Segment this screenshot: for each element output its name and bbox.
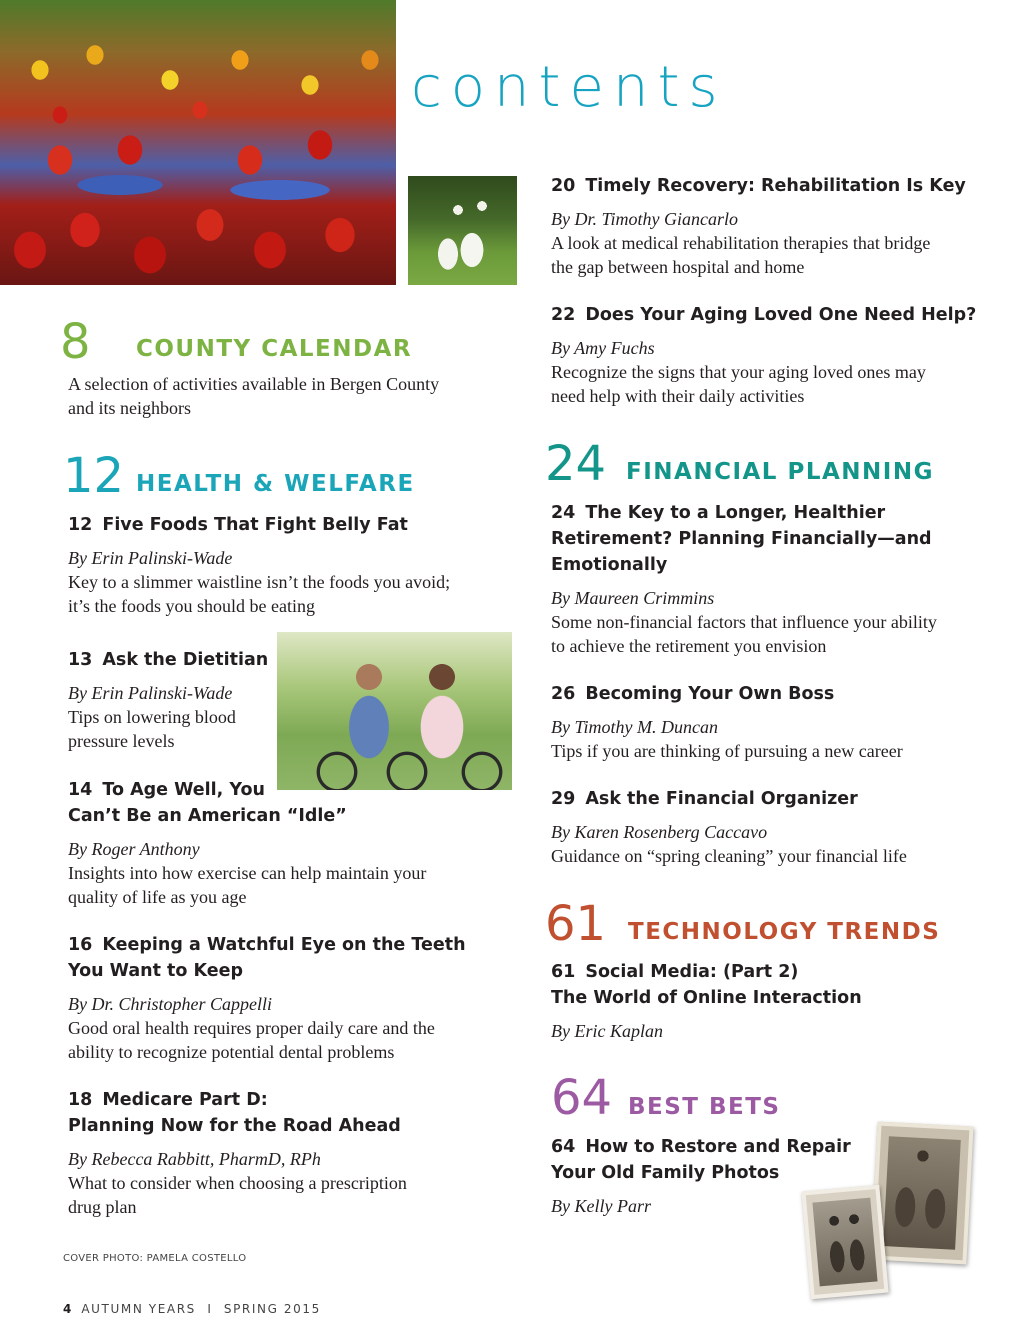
couple-on-bicycles-photo: [277, 632, 512, 790]
page-footer: [63, 1302, 321, 1316]
article-byline: By Maureen Crimmins: [551, 588, 715, 608]
article-byline: By Erin Palinski-Wade: [68, 548, 233, 568]
tulip-field-photo: [0, 0, 396, 285]
article-description: Tips on lowering blood pressure levels: [68, 707, 236, 751]
article-byline: By Erin Palinski-Wade: [68, 683, 233, 703]
article-page-number: 26: [551, 684, 576, 704]
article-entry[interactable]: [551, 786, 907, 868]
cover-photo-credit: COVER PHOTO: PAMELA COSTELLO: [63, 1253, 247, 1264]
section-heading-bestbets: BEST BETS: [628, 1094, 781, 1120]
article-entry[interactable]: [551, 173, 966, 279]
article-description: Good oral health requires proper daily care and the ability to recognize potential dental problems: [68, 1018, 435, 1062]
section-number-technology: 61: [545, 896, 607, 952]
article-title[interactable]: 20 Timely Recovery: Rehabilitation Is Key: [551, 176, 966, 196]
article-entry[interactable]: [68, 777, 426, 909]
article-byline: By Dr. Timothy Giancarlo: [551, 209, 738, 229]
section-description-calendar: A selection of activities available in Bergen County and its neighbors: [68, 374, 440, 418]
section-heading-calendar: COUNTY CALENDAR: [136, 336, 413, 362]
footer-page-number: 4: [63, 1302, 72, 1316]
article-byline: By Karen Rosenberg Caccavo: [551, 822, 768, 842]
article-title[interactable]: 12 Five Foods That Fight Belly Fat: [68, 515, 408, 535]
article-page-number: 61: [551, 962, 576, 982]
footer-magazine-name: AUTUMN YEARS: [81, 1302, 196, 1316]
article-description: Insights into how exercise can help maintain your quality of life as you age: [68, 863, 427, 907]
article-title[interactable]: 18 Medicare Part D: Planning Now for the Road Ahead: [68, 1090, 401, 1136]
article-page-number: 18: [68, 1090, 93, 1110]
article-entry[interactable]: [551, 500, 937, 658]
vintage-family-photo: [870, 1122, 973, 1265]
article-page-number: 64: [551, 1137, 576, 1157]
article-description: Key to a slimmer waistline isn’t the foods you avoid; it’s the foods you should be eating: [68, 572, 451, 616]
article-byline: By Timothy M. Duncan: [551, 717, 718, 737]
article-page-number: 24: [551, 503, 576, 523]
article-page-number: 29: [551, 789, 576, 809]
section-heading-technology: TECHNOLOGY TRENDS: [628, 919, 941, 945]
article-title[interactable]: 14 To Age Well, You Can’t Be an American “Idle”: [68, 780, 347, 826]
article-title[interactable]: 13 Ask the Dietitian: [68, 650, 269, 670]
article-description: What to consider when choosing a prescription drug plan: [68, 1173, 407, 1217]
article-byline: By Rebecca Rabbitt, PharmD, RPh: [68, 1149, 321, 1169]
article-page-number: 16: [68, 935, 93, 955]
article-page-number: 22: [551, 305, 576, 325]
article-description: Tips if you are thinking of pursuing a new career: [551, 741, 903, 761]
article-byline: By Roger Anthony: [68, 839, 200, 859]
article-title[interactable]: 29 Ask the Financial Organizer: [551, 789, 858, 809]
section-number-health: 12: [63, 448, 125, 504]
article-description: Some non-financial factors that influence your ability to achieve the retirement you envision: [551, 612, 937, 656]
white-geese-photo: [408, 176, 517, 285]
article-title[interactable]: 22 Does Your Aging Loved One Need Help?: [551, 305, 977, 325]
article-byline: By Kelly Parr: [551, 1196, 651, 1216]
page-title: contents: [411, 55, 727, 120]
article-entry[interactable]: [68, 932, 466, 1064]
article-entry[interactable]: [68, 1087, 407, 1219]
article-title[interactable]: 61 Social Media: (Part 2) The World of Online Interaction: [551, 962, 862, 1008]
article-title[interactable]: 64 How to Restore and Repair Your Old Family Photos: [551, 1137, 851, 1183]
article-entry[interactable]: [551, 302, 976, 408]
section-number-financial: 24: [545, 436, 607, 492]
article-description: Guidance on “spring cleaning” your financial life: [551, 846, 907, 866]
footer-issue: SPRING 2015: [223, 1302, 321, 1316]
article-page-number: 12: [68, 515, 93, 535]
article-entry[interactable]: [551, 681, 903, 763]
section-number-bestbets: 64: [551, 1070, 613, 1126]
article-entry[interactable]: [551, 959, 862, 1043]
article-title[interactable]: 26 Becoming Your Own Boss: [551, 684, 835, 704]
article-page-number: 20: [551, 176, 576, 196]
article-entry[interactable]: [68, 512, 450, 618]
article-description: Recognize the signs that your aging loved ones may need help with their daily activities: [551, 362, 926, 406]
section-heading-financial: FINANCIAL PLANNING: [626, 459, 934, 485]
section-heading-health: HEALTH & WELFARE: [136, 471, 415, 497]
article-entry[interactable]: [551, 1134, 851, 1218]
article-description: A look at medical rehabilitation therapies that bridge the gap between hospital and home: [551, 233, 931, 277]
section-number-calendar: 8: [60, 314, 91, 370]
article-byline: By Dr. Christopher Cappelli: [68, 994, 273, 1014]
article-byline: By Amy Fuchs: [551, 338, 655, 358]
article-page-number: 14: [68, 780, 93, 800]
article-title[interactable]: 24 The Key to a Longer, Healthier Retirement? Planning Financially—and Emotionally: [551, 503, 932, 575]
article-entry[interactable]: [68, 647, 268, 753]
article-title[interactable]: 16 Keeping a Watchful Eye on the Teeth You Want to Keep: [68, 935, 466, 981]
article-byline: By Eric Kaplan: [551, 1021, 663, 1041]
article-page-number: 13: [68, 650, 93, 670]
footer-separator: I: [207, 1302, 213, 1316]
